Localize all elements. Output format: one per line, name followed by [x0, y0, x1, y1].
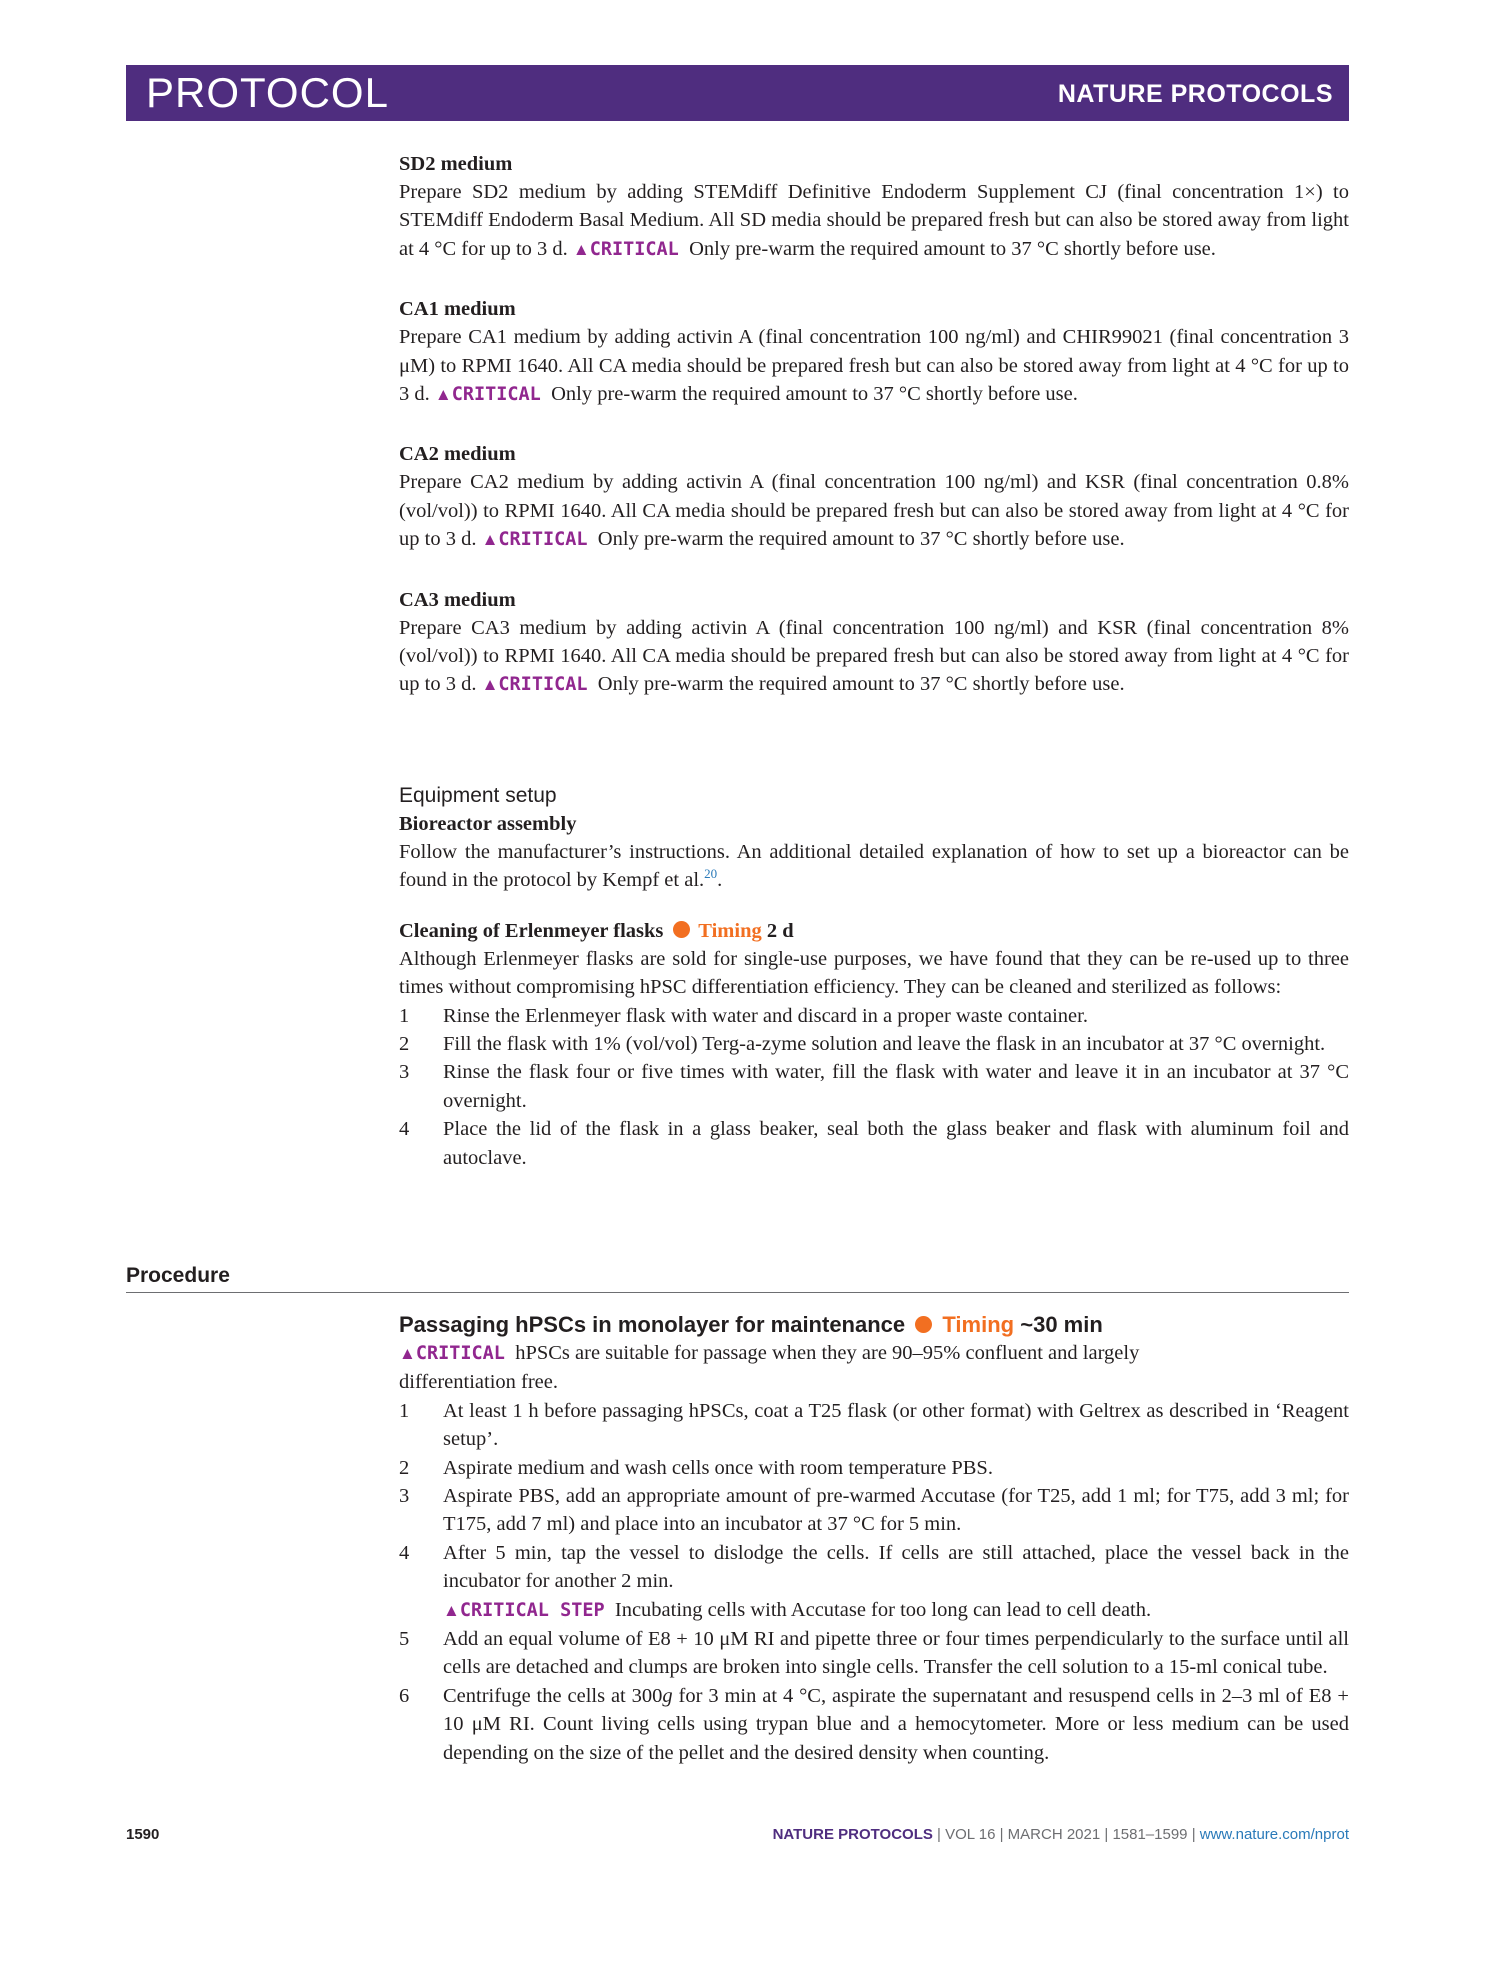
footer-date: MARCH 2021 — [1007, 1826, 1101, 1843]
list-item: 2 Aspirate medium and wash cells once with room temperature PBS. — [399, 1456, 993, 1479]
critical-triangle-icon: ▲ — [572, 239, 590, 259]
footer-citation: NATURE PROTOCOLS | VOL 16 | MARCH 2021 | 1581–1599 | www.nature.com/nprot — [772, 1826, 1349, 1843]
reagent-setup-column — [399, 150, 1349, 700]
equipment-setup-section — [399, 782, 1349, 1172]
critical-label: CRITICAL — [498, 529, 588, 551]
equipment-setup-heading: Equipment setup — [399, 784, 557, 807]
critical-label: CRITICAL — [498, 674, 588, 696]
list-item: 4 After 5 min, tap the vessel to dislodge the cells. If cells are still attached, place the vessel back in the incubator for another 2 min. ▲CRITICAL STEP Incubating cells with Accutase for too long can lead to cell death. — [399, 1539, 1349, 1625]
critical-triangle-icon: ▲ — [434, 385, 452, 405]
ca2-title: CA2 medium — [399, 443, 516, 466]
passaging-heading: Passaging hPSCs in monolayer for maintenance Timing ~30 min — [399, 1312, 1103, 1337]
bioreactor-paragraph: Follow the manufacturer’s instructions. An additional detailed explanation of how to set up a bioreactor can be found in the protocol by Kempf et al.$^{20}$. — [399, 841, 1349, 892]
ca2-paragraph: Prepare CA2 medium by adding activin A (final concentration 100 ng/ml) and KSR (final concentration 0.8% (vol/vol)) to RPMI 1640. All CA media should be prepared fresh but can also be stored away from light at 4 °C for up to 3 d. ▲CRITICAL Only pre-warm the required amount to 37 °C shortly before use. — [399, 471, 1349, 551]
list-item: 4 Place the lid of the flask in a glass beaker, seal both the glass beaker and flask with aluminum foil and autoclave. — [399, 1118, 1349, 1169]
critical-triangle-icon: ▲ — [481, 530, 499, 550]
timing-dot-icon — [915, 1316, 932, 1333]
reference-link[interactable]: 20 — [704, 866, 718, 882]
header-banner — [126, 65, 1349, 121]
footer-volume: VOL 16 — [945, 1826, 996, 1843]
procedure-divider — [126, 1292, 1349, 1293]
section-type-label: PROTOCOL — [146, 69, 389, 116]
page-number: 1590 — [126, 1826, 160, 1843]
critical-label: CRITICAL — [415, 1343, 505, 1364]
timing-value: 2 d — [766, 919, 794, 942]
critical-triangle-icon: ▲ — [443, 1600, 460, 1620]
footer-url-link[interactable]: www.nature.com/nprot — [1199, 1826, 1349, 1843]
critical-label: CRITICAL — [589, 238, 679, 260]
list-item: 1 At least 1 h before passaging hPSCs, coat a T25 flask (or other format) with Geltrex as described in ‘Reagent setup’. — [399, 1399, 1349, 1451]
journal-name: NATURE PROTOCOLS — [1057, 80, 1333, 108]
cleaning-steps — [399, 1002, 1349, 1172]
critical-step-label: CRITICAL STEP — [459, 1599, 605, 1621]
list-item: 5 Add an equal volume of E8 + 10 μM RI and pipette three or four times perpendicularly to the surface until all cells are detached and clumps are broken into single cells. Transfer the cell solution to a 15-ml conical tube. — [399, 1628, 1349, 1679]
list-item: 3 Aspirate PBS, add an appropriate amount of pre-warmed Accutase (for T25, add 1 ml; for T75, add 3 ml; for T175, add 7 ml) and place into an incubator at 37 °C for 5 min. — [399, 1485, 1349, 1536]
ca1-title: CA1 medium — [399, 298, 516, 321]
procedure-label: Procedure — [126, 1264, 230, 1287]
sd2-paragraph: Prepare SD2 medium by adding STEMdiff Definitive Endoderm Supplement CJ (final concentration 1×) to STEMdiff Endoderm Basal Medium. All SD media should be prepared fresh but can also be stored away from light at 4 °C for up to 3 d. ▲CRITICAL Only pre-warm the required amount to 37 °C shortly before use. — [399, 181, 1349, 260]
bioreactor-assembly-title: Bioreactor assembly — [399, 813, 577, 835]
list-item: 1 Rinse the Erlenmeyer flask with water and discard in a proper waste container. — [399, 1004, 1088, 1027]
timing-label: Timing — [942, 1312, 1015, 1337]
ca3-title: CA3 medium — [399, 588, 516, 611]
timing-value: ~30 min — [1020, 1312, 1103, 1337]
critical-label: CRITICAL — [451, 384, 541, 406]
footer-journal: NATURE PROTOCOLS — [772, 1826, 933, 1843]
timing-label: Timing — [698, 919, 762, 942]
passaging-critical-note: ▲CRITICAL hPSCs are suitable for passage when they are 90–95% confluent and largely differentiation free. — [399, 1342, 1140, 1394]
ca3-paragraph: Prepare CA3 medium by adding activin A (final concentration 100 ng/ml) and KSR (final concentration 8% (vol/vol)) to RPMI 1640. All CA media should be prepared fresh but can also be stored away from light at 4 °C for up to 3 d. ▲CRITICAL Only pre-warm the required amount to 37 °C shortly before use. — [399, 616, 1349, 696]
procedure-steps — [399, 1397, 1349, 1767]
timing-dot-icon — [673, 921, 690, 938]
procedure-section — [399, 1311, 1349, 1767]
critical-triangle-icon: ▲ — [399, 1344, 416, 1363]
cleaning-intro: Although Erlenmeyer flasks are sold for single-use purposes, we have found that they can be re-used up to three times without compromising hPSC differentiation efficiency. They can be cleaned and sterilized as follows: — [399, 947, 1349, 999]
sd2-title: SD2 medium — [399, 153, 513, 175]
list-item: 2 Fill the flask with 1% (vol/vol) Terg-a-zyme solution and leave the flask in an incubator at 37 °C overnight. — [399, 1033, 1326, 1056]
footer-pages: 1581–1599 — [1112, 1826, 1188, 1843]
cleaning-title-row: Cleaning of Erlenmeyer flasks Timing 2 d — [399, 919, 794, 942]
list-item: 3 Rinse the flask four or five times with water, fill the flask with water and leave it in an incubator at 37 °C overnight. — [399, 1061, 1349, 1112]
critical-step-note: ▲CRITICAL STEP Incubating cells with Accutase for too long can lead to cell death. — [443, 1598, 1152, 1621]
critical-triangle-icon: ▲ — [481, 675, 499, 695]
list-item: 6 Centrifuge the cells at 300g for 3 min at 4 °C, aspirate the supernatant and resuspend cells in 2–3 ml of E8 + 10 μM RI. Count living cells using trypan blue and a hemocytometer. More or less medium can be used depending on the size of the pellet and the desired density when counting. — [399, 1684, 1349, 1764]
ca1-paragraph: Prepare CA1 medium by adding activin A (final concentration 100 ng/ml) and CHIR99021 (final concentration 3 μM) to RPMI 1640. All CA media should be prepared fresh but can also be stored away from light at 4 °C for up to 3 d. ▲CRITICAL Only pre-warm the required amount to 37 °C shortly before use. — [399, 326, 1349, 406]
